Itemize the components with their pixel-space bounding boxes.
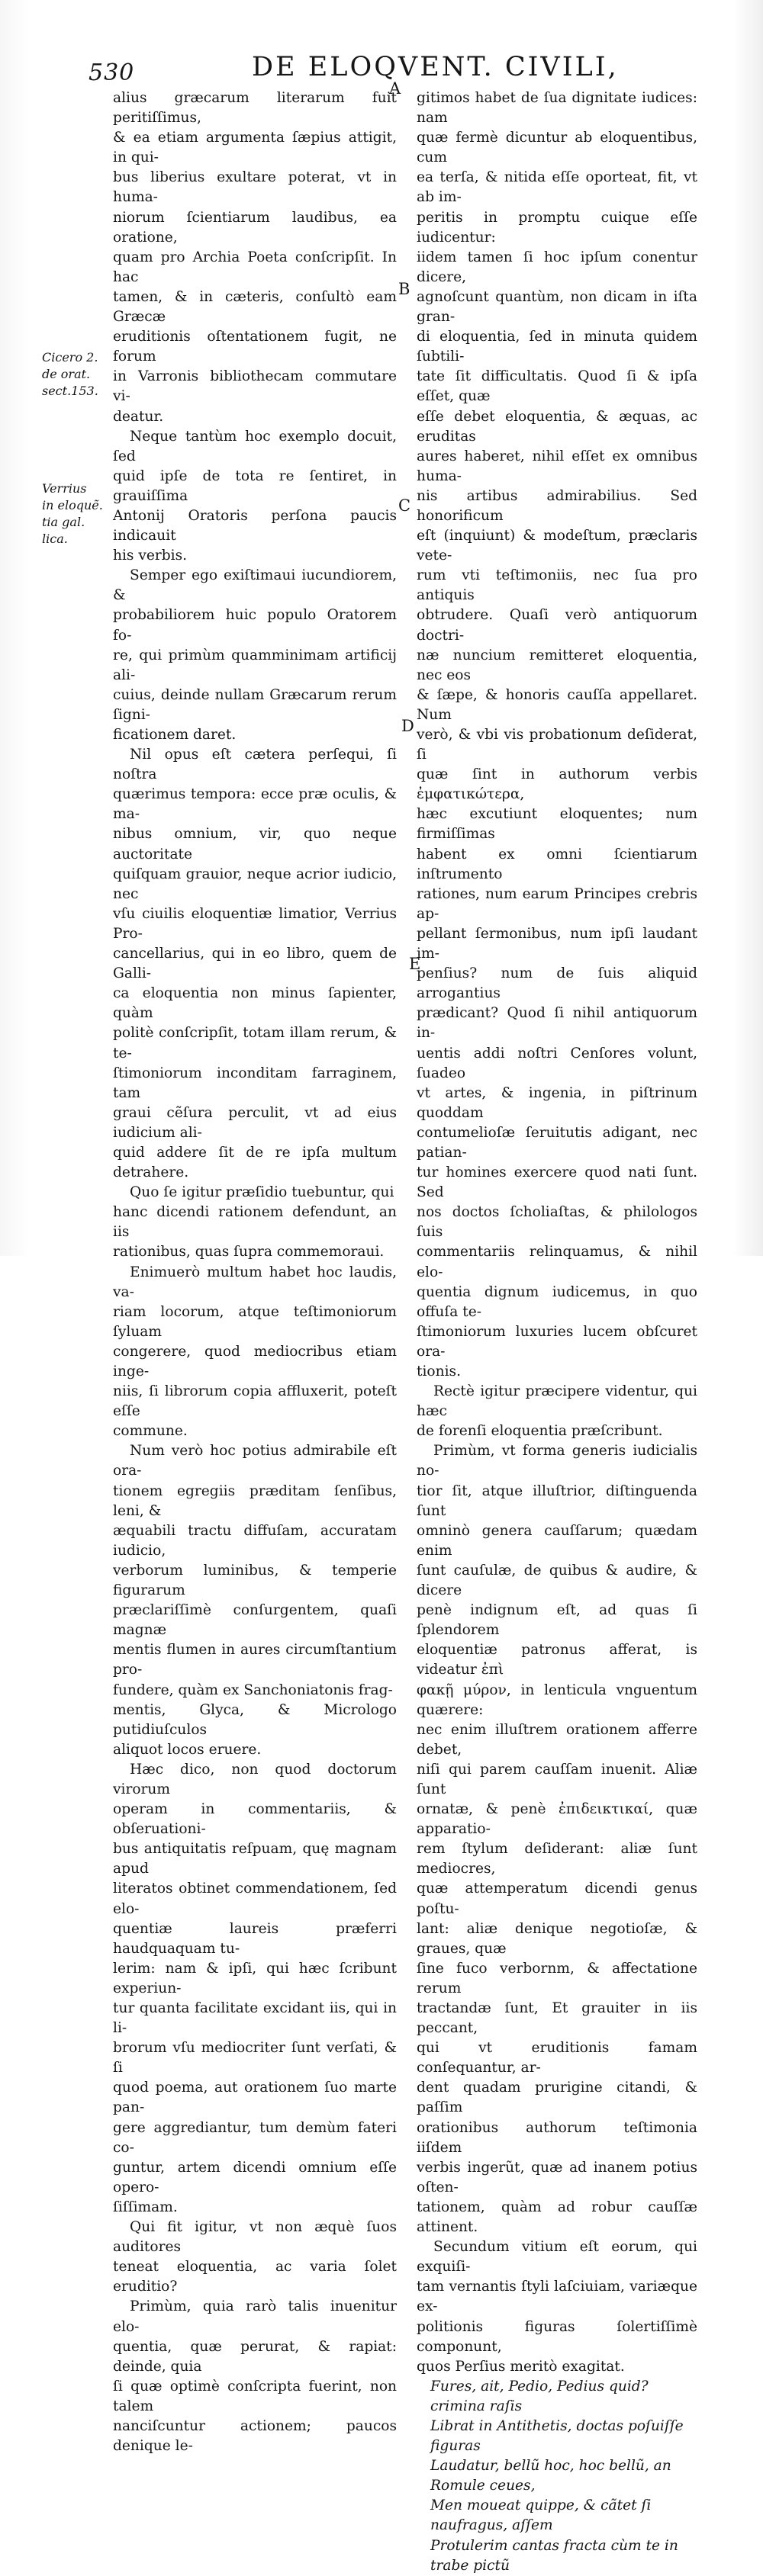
section-marker-c: C bbox=[398, 496, 411, 515]
section-marker-b: B bbox=[398, 280, 410, 298]
section-marker-e: E bbox=[409, 955, 421, 973]
right-text-column bbox=[417, 88, 697, 2576]
paragraph: Enimuerò multum habet hoc laudis, va- riam locorum, atque teſtimoniorum ſyluam congerere, quod mediocribus etiam inge- niis, ſi librorum copia affluxerit, poteſt eſſe commune. bbox=[113, 1264, 397, 1440]
paragraph: Rectè igitur præcipere videntur, qui hæc de forenſi eloquentia præſcribunt. bbox=[417, 1383, 697, 1440]
margin-note-cicero: Cicero 2. de orat. sect.153. bbox=[42, 350, 98, 398]
section-marker-d: D bbox=[401, 717, 414, 735]
page-number: 530 bbox=[89, 59, 135, 86]
paragraph: Hæc dico, non quod doctorum virorum operam in commentariis, & obſeruationi- bus antiquitatis reſpuam, quę magnam apud literatos obtinet commendationem, ſed elo- quentiæ laureis præferri haudquaquam tu- lerim: nam & ipſi, qui hæc ſcribunt experiun- tur quanta facilitate excidant iis, qui in li- brorum vſu mediocriter ſunt verſati, & ſi quod poema, aut orationem ſuo marte pan- gere aggrediantur, tum demùm fateri co- guntur, artem dicendi omnium eſſe opero- ſiſſimam. bbox=[113, 1761, 397, 2215]
paragraph: Nil opus eſt cætera perſequi, ſi noſtra quærimus tempora: ecce præ oculis, & ma- nibus omnium, vir, quo neque auctoritate quiſquam grauior, neque acrior iudicio, nec vſu ciuilis eloquentiæ limatior, Verrius Pro- cancellarius, qui in eo libro, quem de Galli- ca eloquentia non minus ſapienter, quàm politè conſcripſit, totam illam rerum, & te- ſtimoniorum inconditam farraginem, tam graui cẽſura perculit, vt ad eius iudicium ali- quid addere ſit de re ipſa multum detrahere. bbox=[113, 747, 397, 1181]
section-marker-a: A bbox=[389, 79, 401, 98]
paragraph: Primùm, vt forma generis iudicialis no- tior ſit, atque illuſtrior, diſtinguenda ſunt omninò genera cauſſarum; quædam enim ſunt cauſulæ, de quibus & audire, & dicere penè indignum eſt, ad quas ſi ſplendorem eloquentiæ patronus afferat, is videatur ἐπὶ φακῇ μύρον, in lenticula vnguentum quærere: nec enim illuſtrem orationem afferre debet, niſi qui parem cauſſam inuenit. Aliæ ſunt ornatæ, & penè ἐπιδεικτικαί, quæ apparatio- rem ſtylum deſiderant: aliæ ſunt mediocres, quæ attemperatum dicendi genus poſtu- lant: aliæ denique negotioſæ, & graues, quæ ſine fuco verbornm, & affectatione rerum tractandæ ſunt, Et grauiter in iis peccant, qui vt eruditionis famam conſequantur, ar- dent quadam prurigine citandi, & paſſim orationibus authorum teſtimonia iiſdem verbis ingerũt, quæ ad inanem potius oſten- tationem, quàm ad robur cauſſæ attinent. bbox=[417, 1443, 697, 2236]
verse-quotation: Fures, ait, Pedio, Pedius quid? crimina raſis Librat in Antithetis, doctas poſuiſſe figuras Laudatur, bellũ hoc, hoc bellũ, an Romule ceues, Men moueat quippe, & cãtet ſi naufragus, aſſem Protulerim cantas fracta cùm te in trabe pictũ bbox=[430, 2378, 684, 2574]
left-text-column bbox=[113, 88, 397, 2456]
paragraph: Semper ego exiſtimaui iucundiorem, & probabiliorem huic populo Oratorem fo- re, qui primùm quamminimam artificij ali- cuius, deinde nullam Græcarum rerum ſigni- ficationem daret. bbox=[113, 567, 397, 743]
paragraph: gitimos habet de ſua dignitate iudices: nam quæ fermè dicuntur ab eloquentibus, cum ea terſa, & nitida eſſe oporteat, fit, vt ab im- peritis in promptu cuique eſſe iudicentur: iidem tamen ſi hoc ipſum conentur dicere, agnoſcunt quantùm, non dicam in iſta gran- di eloquentia, ſed in minuta quidem ſubtili- tate ſit difficultatis. Quod ſi & ipſa eſſet, quæ eſſe debet eloquentia, & æquas, ac eruditas aures haberet, nihil eſſet ex omnibus huma- nis artibus admirabilius. Sed honorificum eſt (inquiunt) & modeſtum, præclaris vete- rum vti teſtimoniis, nec ſua pro antiquis obtrudere. Quaſi verò antiquorum doctri- næ nuncium remitteret eloquentia, nec eos & ſæpe, & honoris cauſſa appellaret. Num verò, & vbi vis probationum deſiderat, ſi quæ ſint in authorum verbis ἐμφατικώτερα, hæc excutiunt eloquentes; num firmiſſimas habent ex omni ſcientiarum inſtrumento rationes, num earum Principes crebris ap- pellant ſermonibus, num ipſi laudant im- penſius? num de ſuis aliquid arrogantius prædicant? Quod ſi nihil antiquorum in- uentis addi noſtri Cenſores volunt, ſuadeo vt artes, & ingenia, in piſtrinum quoddam contumelioſæ ſeruitutis adigant, nec patian- tur homines exercere quod nati ſunt. Sed nos doctos ſcholiaſtas, & philologos ſuis commentariis relinquamus, & nihil elo- quentia dignum iudicemus, in quo offuſa te- ſtimoniorum luxuries lucem obſcuret ora- tionis. bbox=[417, 90, 697, 1380]
paragraph: Secundum vitium eſt eorum, qui exquiſi- tam vernantis ſtyli laſciuiam, variæque ex- politionis figuras ſolertiſſimè componunt, quos Perſius meritò exagitat. bbox=[417, 2239, 697, 2375]
paragraph: Quo ſe igitur præſidio tuebuntur, qui hanc dicendi rationem defendunt, an iis rationibus, quas ſupra commemoraui. bbox=[113, 1184, 397, 1261]
paragraph: alius græcarum literarum fuit peritiſſimus, & ea etiam argumenta ſæpius attigit, in qui- bus liberius exultare poterat, vt in huma- niorum ſcientiarum laudibus, ea oratione, quam pro Archia Poeta conſcripſit. In hac tamen, & in cæteris, conſultò eam Græcæ eruditionis oſtentationem fugit, ne forum in Varronis bibliothecam commutare vi- deatur. bbox=[113, 90, 397, 425]
paragraph: Qui fit igitur, vt non æquè ſuos auditores teneat eloquentia, ac varia ſolet eruditio? bbox=[113, 2219, 397, 2295]
paragraph: Num verò hoc potius admirabile eſt ora- tionem egregiis præditam ſenſibus, leni, & æquabili tractu diffuſam, accuratam iudicio, verborum luminibus, & temperie figurarum præclariſſimè conſurgentem, quaſi magnæ mentis flumen in aures circumſtantium pro- fundere, quàm ex Sanchoniatonis frag- mentis, Glyca, & Micrologo putidiuſculos aliquot locos eruere. bbox=[113, 1443, 397, 1758]
margin-note-verrius: Verrius in eloquẽ. tia gal. lica. bbox=[42, 481, 103, 546]
paragraph: Neque tantùm hoc exemplo docuit, ſed quid ipſe de tota re ſentiret, in grauiſſima Antonij Oratoris perſona paucis indicauit his verbis. bbox=[113, 428, 397, 564]
paragraph: Primùm, quia rarò talis inuenitur elo- quentia, quæ perurat, & rapiat: deinde, quia ſi quæ optimè conſcripta fuerint, non talem nanciſcuntur actionem; paucos denique le- bbox=[113, 2298, 397, 2455]
running-title: DE ELOQVENT. CIVILI, bbox=[252, 52, 619, 82]
